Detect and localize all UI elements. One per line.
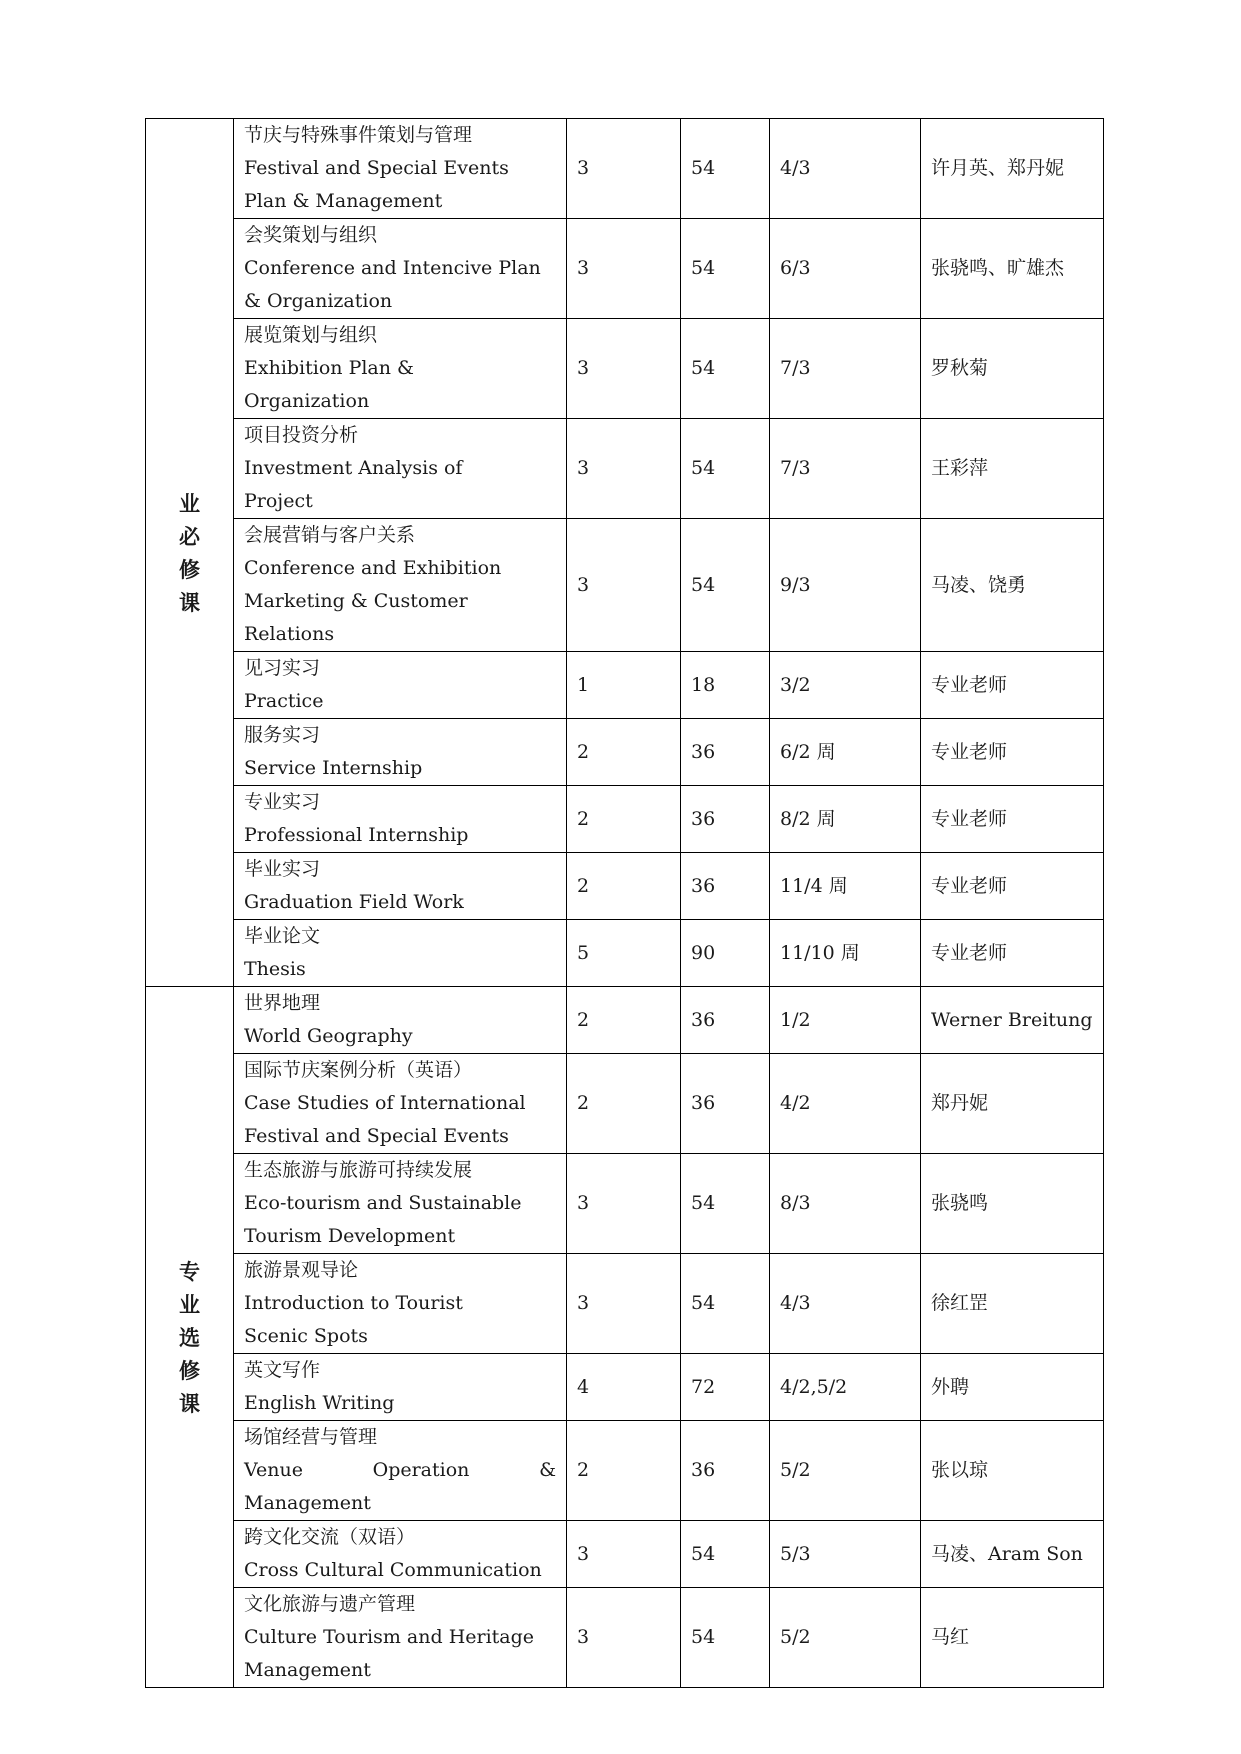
course-name-en: World Geography bbox=[244, 1025, 413, 1047]
course-name-cell bbox=[234, 319, 567, 419]
term-cell: 5/2 bbox=[770, 1421, 921, 1521]
hours-cell: 54 bbox=[681, 119, 770, 219]
hours-cell: 72 bbox=[681, 1354, 770, 1421]
course-name-en: Organization bbox=[244, 390, 370, 412]
credits-cell: 5 bbox=[567, 920, 681, 987]
course-table-body bbox=[146, 119, 1104, 1688]
term-cell: 7/3 bbox=[770, 319, 921, 419]
term-cell: 5/2 bbox=[770, 1588, 921, 1688]
hours-cell: 36 bbox=[681, 719, 770, 786]
credits-cell: 4 bbox=[567, 1354, 681, 1421]
course-name-en: Tourism Development bbox=[244, 1225, 456, 1247]
course-name-cn: 见习实习 bbox=[244, 657, 321, 679]
course-name-cell bbox=[234, 1421, 567, 1521]
course-name-en: Festival and Special Events bbox=[244, 157, 509, 179]
teacher-cell: 专业老师 bbox=[921, 853, 1104, 920]
course-name-cn: 展览策划与组织 bbox=[244, 324, 378, 346]
credits-cell: 2 bbox=[567, 719, 681, 786]
teacher-cell: 徐红罡 bbox=[921, 1254, 1104, 1354]
course-name-cell bbox=[234, 1054, 567, 1154]
course-name-cell bbox=[234, 219, 567, 319]
course-name-cn: 旅游景观导论 bbox=[244, 1259, 359, 1281]
term-cell: 4/3 bbox=[770, 1254, 921, 1354]
term-cell: 7/3 bbox=[770, 419, 921, 519]
credits-cell: 2 bbox=[567, 987, 681, 1054]
table-row bbox=[146, 1154, 1104, 1254]
course-name-en: Exhibition Plan & bbox=[244, 357, 414, 379]
table-row bbox=[146, 1054, 1104, 1154]
term-cell: 4/2 bbox=[770, 1054, 921, 1154]
course-name-en: Festival and Special Events bbox=[244, 1125, 509, 1147]
category-label: 专 业 选 修 课 bbox=[179, 1258, 200, 1416]
table-row bbox=[146, 319, 1104, 419]
term-cell: 11/10 周 bbox=[770, 920, 921, 987]
teacher-cell: 张以琼 bbox=[921, 1421, 1104, 1521]
term-cell: 4/2,5/2 bbox=[770, 1354, 921, 1421]
course-name-en: Cross Cultural Communication bbox=[244, 1559, 542, 1581]
hours-cell: 54 bbox=[681, 1254, 770, 1354]
course-name-cell bbox=[234, 920, 567, 987]
course-table bbox=[145, 118, 1104, 1688]
course-name-en: Case Studies of International bbox=[244, 1092, 526, 1114]
credits-cell: 3 bbox=[567, 1154, 681, 1254]
teacher-cell: 王彩萍 bbox=[921, 419, 1104, 519]
teacher-cell: 郑丹妮 bbox=[921, 1054, 1104, 1154]
term-cell: 3/2 bbox=[770, 652, 921, 719]
hours-cell: 36 bbox=[681, 1054, 770, 1154]
course-name-cell bbox=[234, 1154, 567, 1254]
table-row bbox=[146, 652, 1104, 719]
course-name-cell bbox=[234, 1354, 567, 1421]
term-cell: 1/2 bbox=[770, 987, 921, 1054]
category-label: 业 必 修 课 bbox=[179, 490, 200, 615]
teacher-cell: 专业老师 bbox=[921, 920, 1104, 987]
hours-cell: 54 bbox=[681, 1588, 770, 1688]
course-name-en: Scenic Spots bbox=[244, 1325, 368, 1347]
course-name-en: Culture Tourism and Heritage bbox=[244, 1626, 535, 1648]
table-row bbox=[146, 987, 1104, 1054]
course-name-en: Practice bbox=[244, 690, 324, 712]
course-name-en: Marketing & Customer bbox=[244, 590, 468, 612]
term-cell: 9/3 bbox=[770, 519, 921, 652]
course-name-en: Service Internship bbox=[244, 757, 423, 779]
table-row bbox=[146, 1521, 1104, 1588]
course-name-cell bbox=[234, 1521, 567, 1588]
course-name-en: Conference and Exhibition bbox=[244, 557, 502, 579]
table-row bbox=[146, 853, 1104, 920]
credits-cell: 2 bbox=[567, 786, 681, 853]
hours-cell: 90 bbox=[681, 920, 770, 987]
table-row bbox=[146, 920, 1104, 987]
term-cell: 4/3 bbox=[770, 119, 921, 219]
table-row bbox=[146, 1354, 1104, 1421]
category-cell-required bbox=[146, 119, 234, 987]
course-name-en: Introduction to Tourist bbox=[244, 1292, 463, 1314]
course-name-en: Graduation Field Work bbox=[244, 891, 464, 913]
teacher-cell: 张骁鸣、旷雄杰 bbox=[921, 219, 1104, 319]
credits-cell: 3 bbox=[567, 1521, 681, 1588]
course-name-cn: 毕业论文 bbox=[244, 925, 321, 947]
teacher-cell: 马凌、Aram Son bbox=[921, 1521, 1104, 1588]
course-name-cell bbox=[234, 652, 567, 719]
course-name-en: English Writing bbox=[244, 1392, 395, 1414]
table-row bbox=[146, 419, 1104, 519]
teacher-cell: 专业老师 bbox=[921, 786, 1104, 853]
teacher-cell: 专业老师 bbox=[921, 719, 1104, 786]
hours-cell: 18 bbox=[681, 652, 770, 719]
course-name-cn: 会展营销与客户关系 bbox=[244, 524, 416, 546]
course-name-cell bbox=[234, 119, 567, 219]
term-cell: 11/4 周 bbox=[770, 853, 921, 920]
term-cell: 8/3 bbox=[770, 1154, 921, 1254]
hours-cell: 36 bbox=[681, 987, 770, 1054]
term-cell: 5/3 bbox=[770, 1521, 921, 1588]
course-name-cn: 毕业实习 bbox=[244, 858, 321, 880]
course-name-en: Relations bbox=[244, 623, 335, 645]
credits-cell: 1 bbox=[567, 652, 681, 719]
course-name-cell bbox=[234, 853, 567, 920]
course-name-en: Eco-tourism and Sustainable bbox=[244, 1192, 522, 1214]
course-name-cn: 英文写作 bbox=[244, 1359, 321, 1381]
course-name-cell bbox=[234, 1588, 567, 1688]
teacher-cell: 张骁鸣 bbox=[921, 1154, 1104, 1254]
category-cell-elective bbox=[146, 987, 234, 1688]
course-name-cn: 服务实习 bbox=[244, 724, 321, 746]
hours-cell: 54 bbox=[681, 1154, 770, 1254]
course-name-en: & Organization bbox=[244, 290, 393, 312]
course-name-cell bbox=[234, 419, 567, 519]
course-name-cn: 跨文化交流（双语） bbox=[244, 1526, 416, 1548]
credits-cell: 2 bbox=[567, 1054, 681, 1154]
credits-cell: 3 bbox=[567, 219, 681, 319]
course-name-en: Conference and Intencive Plan bbox=[244, 257, 541, 279]
table-row bbox=[146, 786, 1104, 853]
course-name-en: Venue Operation & Management bbox=[244, 1459, 556, 1514]
course-name-en: Professional Internship bbox=[244, 824, 469, 846]
teacher-cell: 马红 bbox=[921, 1588, 1104, 1688]
hours-cell: 36 bbox=[681, 1421, 770, 1521]
course-name-cell bbox=[234, 786, 567, 853]
hours-cell: 54 bbox=[681, 319, 770, 419]
course-name-cn: 项目投资分析 bbox=[244, 424, 359, 446]
course-name-cn: 会奖策划与组织 bbox=[244, 224, 378, 246]
course-name-en: Management bbox=[244, 1659, 371, 1681]
course-name-cell bbox=[234, 987, 567, 1054]
course-name-cn: 文化旅游与遗产管理 bbox=[244, 1593, 416, 1615]
hours-cell: 54 bbox=[681, 519, 770, 652]
credits-cell: 3 bbox=[567, 1588, 681, 1688]
hours-cell: 36 bbox=[681, 786, 770, 853]
hours-cell: 54 bbox=[681, 219, 770, 319]
hours-cell: 54 bbox=[681, 419, 770, 519]
credits-cell: 2 bbox=[567, 1421, 681, 1521]
table-row bbox=[146, 119, 1104, 219]
teacher-cell: 外聘 bbox=[921, 1354, 1104, 1421]
credits-cell: 3 bbox=[567, 319, 681, 419]
course-name-cell bbox=[234, 719, 567, 786]
table-row bbox=[146, 1254, 1104, 1354]
term-cell: 8/2 周 bbox=[770, 786, 921, 853]
course-name-cn: 国际节庆案例分析（英语） bbox=[244, 1059, 473, 1081]
teacher-cell: 专业老师 bbox=[921, 652, 1104, 719]
teacher-cell: 许月英、郑丹妮 bbox=[921, 119, 1104, 219]
credits-cell: 3 bbox=[567, 419, 681, 519]
course-name-cn: 世界地理 bbox=[244, 992, 321, 1014]
table-row bbox=[146, 1421, 1104, 1521]
teacher-cell: Werner Breitung bbox=[921, 987, 1104, 1054]
credits-cell: 3 bbox=[567, 1254, 681, 1354]
hours-cell: 36 bbox=[681, 853, 770, 920]
course-name-cn: 专业实习 bbox=[244, 791, 321, 813]
course-name-cell bbox=[234, 519, 567, 652]
course-name-cell bbox=[234, 1254, 567, 1354]
course-name-en: Project bbox=[244, 490, 313, 512]
term-cell: 6/3 bbox=[770, 219, 921, 319]
course-name-en: Plan & Management bbox=[244, 190, 443, 212]
credits-cell: 3 bbox=[567, 519, 681, 652]
hours-cell: 54 bbox=[681, 1521, 770, 1588]
teacher-cell: 罗秋菊 bbox=[921, 319, 1104, 419]
course-name-cn: 场馆经营与管理 bbox=[244, 1426, 378, 1448]
table-row bbox=[146, 219, 1104, 319]
term-cell: 6/2 周 bbox=[770, 719, 921, 786]
table-row bbox=[146, 519, 1104, 652]
table-row bbox=[146, 719, 1104, 786]
course-name-en: Investment Analysis of bbox=[244, 457, 463, 479]
teacher-cell: 马凌、饶勇 bbox=[921, 519, 1104, 652]
credits-cell: 2 bbox=[567, 853, 681, 920]
course-name-en: Thesis bbox=[244, 958, 306, 980]
course-name-cn: 节庆与特殊事件策划与管理 bbox=[244, 124, 473, 146]
table-row bbox=[146, 1588, 1104, 1688]
credits-cell: 3 bbox=[567, 119, 681, 219]
course-name-cn: 生态旅游与旅游可持续发展 bbox=[244, 1159, 473, 1181]
